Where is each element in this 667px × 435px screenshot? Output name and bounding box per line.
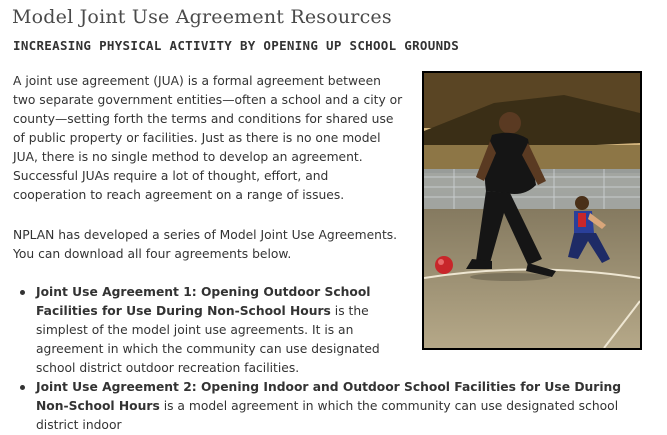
agreement-title: Joint Use Agreement 2: Opening Indoor and Outdoor School Facilities for Use During Non-School Hours xyxy=(36,380,622,413)
bullet-icon xyxy=(20,385,25,390)
nplan-paragraph: NPLAN has developed a series of Model Joint Use Agreements. You can download all four agreements below. xyxy=(13,228,398,261)
photo-man-and-child-playing-soccer-icon xyxy=(424,73,640,348)
agreement-title: Joint Use Agreement 1: Opening Outdoor School Facilities for Use During Non-School Hours xyxy=(36,285,371,318)
agreement-text xyxy=(36,378,636,435)
page-title: Model Joint Use Agreement Resources xyxy=(12,6,392,28)
photo-ball xyxy=(435,256,453,274)
agreement-description: is a model agreement in which the community can use designated school district indoor xyxy=(36,399,619,432)
page-subtitle: INCREASING PHYSICAL ACTIVITY BY OPENING UP SCHOOL GROUNDS xyxy=(13,38,460,53)
bullet-icon xyxy=(20,290,25,295)
agreement-description: is the simplest of the model joint use agreements. It is an agreement in which the community can use designated school district outdoor recreation facilities. xyxy=(36,304,380,375)
agreement-text xyxy=(36,283,386,378)
intro-paragraph: A joint use agreement (JUA) is a formal agreement between two separate government entities—often a school and a city or county—setting forth the terms and conditions for shared use of public property or facilities. Just as there is no one model JUA, there is no single method to develop an agreement. Successful JUAs require a lot of thought, effort, and cooperation to reach agreement on a range of issues. xyxy=(13,74,403,202)
soccer-photo xyxy=(422,71,642,350)
